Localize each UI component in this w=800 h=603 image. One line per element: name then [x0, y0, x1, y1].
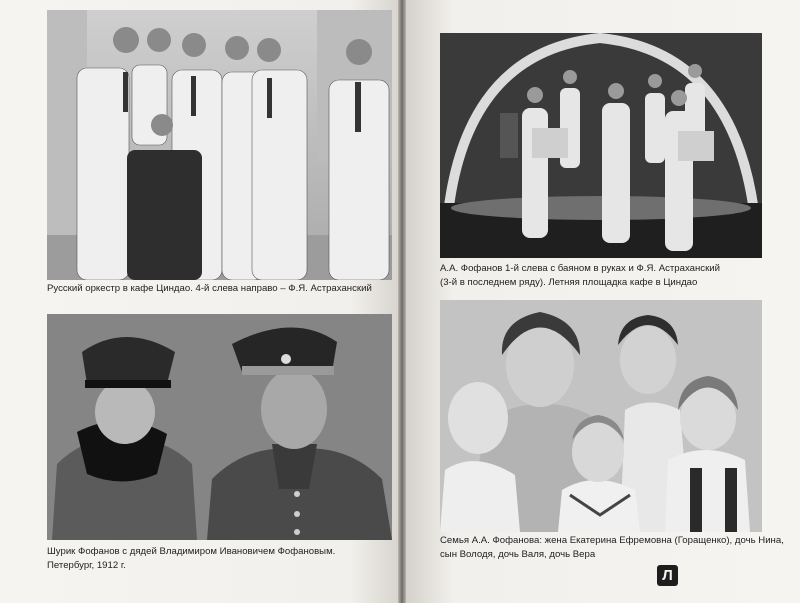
uniform-photo-caption-line1: Шурик Фофанов с дядей Владимиром Ивановичем Фофановым.: [47, 546, 336, 557]
family-photo-caption-line1: Семья А.А. Фофанова: жена Екатерина Ефремовна (Горащенко), дочь Нина,: [440, 535, 784, 546]
cafe-photo-caption-line2: (3-й в последнем ряду). Летняя площадка кафе в Циндао: [440, 277, 698, 288]
family-photo-caption-line2: сын Володя, дочь Валя, дочь Вера: [440, 549, 596, 560]
family-portrait-photo: [440, 300, 762, 532]
uniform-portrait-photo: [47, 314, 392, 540]
orchestra-photo-caption: Русский оркестр в кафе Циндао. 4-й слева направо – Ф.Я. Астраханский: [47, 283, 372, 294]
cafe-photo-caption-line1: А.А. Фофанов 1-й слева с баяном в руках и Ф.Я. Астраханский: [440, 263, 721, 274]
orchestra-group-photo: [47, 10, 392, 280]
publisher-logo-icon: Л: [657, 565, 678, 586]
cafe-stage-orchestra-photo: [440, 33, 762, 258]
book-gutter: [398, 0, 406, 603]
uniform-photo-caption-line2: Петербург, 1912 г.: [47, 560, 126, 571]
